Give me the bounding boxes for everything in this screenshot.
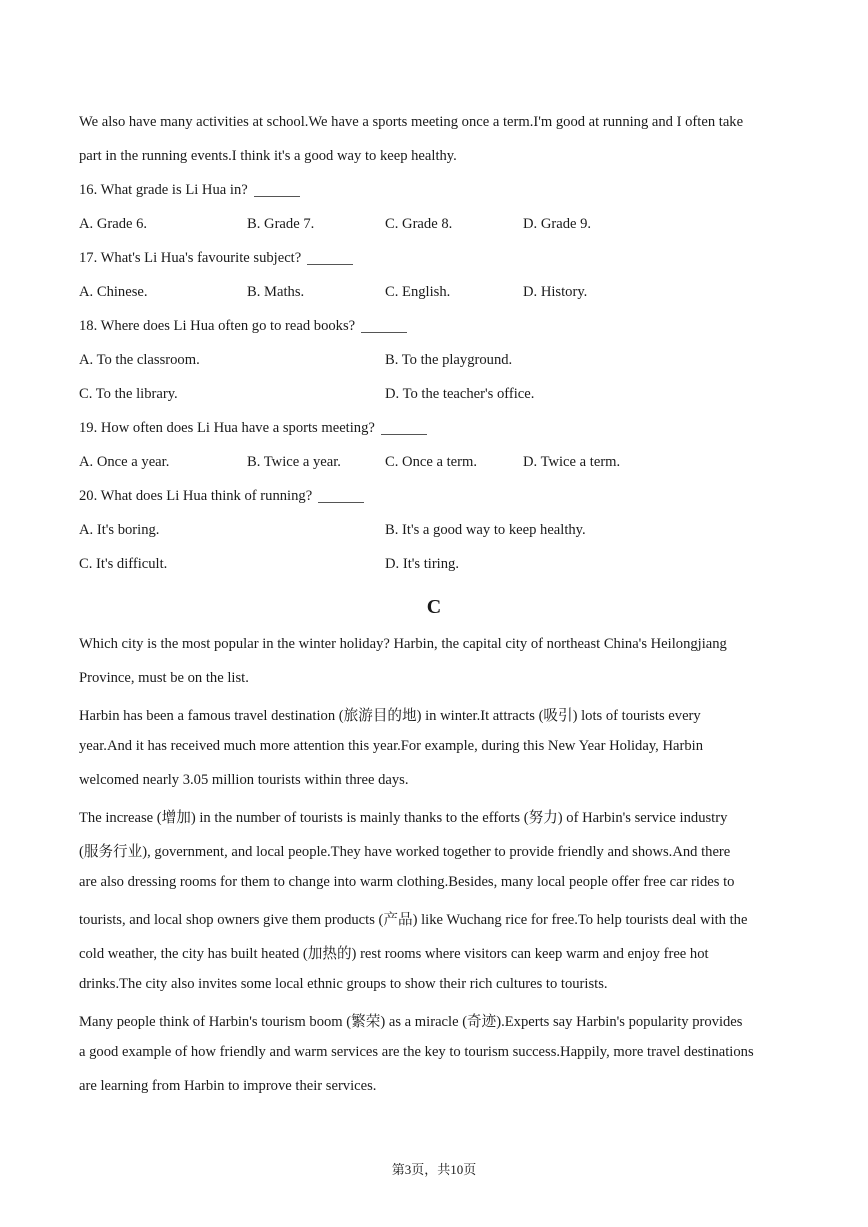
passage-line: are also dressing rooms for them to change into warm clothing.Besides, many local people offer free car rides to [79,874,735,890]
option-c: C. Once a term. [385,454,477,470]
option-d: D. History. [523,284,588,300]
option-d: D. Twice a term. [523,454,621,470]
answer-blank[interactable] [254,195,300,197]
answer-blank[interactable] [381,433,427,435]
passage-line: The increase (增加) in the number of tourists is mainly thanks to the efforts (努力) of Harbin's service industry [79,810,728,826]
option-c: C. English. [385,284,451,300]
passage-line: are learning from Harbin to improve their services. [79,1078,377,1094]
passage-line: part in the running events.I think it's a good way to keep healthy. [79,148,457,164]
question-stem [79,182,300,199]
option-a: A. Chinese. [79,284,148,300]
option-b: B. Twice a year. [247,454,341,470]
answer-blank[interactable] [318,501,364,503]
option-a: A. To the classroom. [79,352,200,368]
question-text: 17. What's Li Hua's favourite subject? [79,250,302,266]
passage-line: drinks.The city also invites some local ethnic groups to show their rich cultures to tourists. [79,976,608,992]
option-a: A. Grade 6. [79,216,148,232]
passage-line: Harbin has been a famous travel destination (旅游目的地) in winter.It attracts (吸引) lots of tourists every [79,708,701,724]
answer-blank[interactable] [361,331,407,333]
option-b: B. Maths. [247,284,305,300]
passage-line: We also have many activities at school.We have a sports meeting once a term.I'm good at running and I often take [79,114,744,130]
option-d: D. Grade 9. [523,216,592,232]
question-stem [79,250,353,267]
passage-line: Many people think of Harbin's tourism boom (繁荣) as a miracle (奇迹).Experts say Harbin's popularity provides [79,1014,743,1030]
passage-line: a good example of how friendly and warm services are the key to tourism success.Happily, more travel destinations [79,1044,754,1060]
option-c: C. It's difficult. [79,556,168,572]
section-heading: C [426,596,442,618]
option-a: A. Once a year. [79,454,170,470]
option-b: B. To the playground. [385,352,513,368]
passage-line: (服务行业), government, and local people.They have worked together to provide friendly and shows.And there [79,844,731,860]
passage-line: year.And it has received much more attention this year.For example, during this New Year Holiday, Harbin [79,738,703,754]
option-b: B. It's a good way to keep healthy. [385,522,586,538]
passage-line: welcomed nearly 3.05 million tourists within three days. [79,772,409,788]
passage-line: Province, must be on the list. [79,670,249,686]
answer-blank[interactable] [307,263,353,265]
option-c: C. Grade 8. [385,216,453,232]
passage-line: Which city is the most popular in the winter holiday? Harbin, the capital city of northeast China's Heilongjiang [79,636,727,652]
option-c: C. To the library. [79,386,178,402]
passage-line: tourists, and local shop owners give them products (产品) like Wuchang rice for free.To help tourists deal with the [79,912,748,928]
question-text: 18. Where does Li Hua often go to read books? [79,318,356,334]
question-text: 16. What grade is Li Hua in? [79,182,248,198]
question-stem [79,488,364,505]
option-b: B. Grade 7. [247,216,315,232]
question-stem [79,420,427,437]
passage-line: cold weather, the city has built heated (加热的) rest rooms where visitors can keep warm and enjoy free hot [79,946,709,962]
page-number: 第3页，共10页 [391,1162,477,1177]
option-a: A. It's boring. [79,522,160,538]
question-text: 19. How often does Li Hua have a sports meeting? [79,420,375,436]
option-d: D. It's tiring. [385,556,459,572]
question-text: 20. What does Li Hua think of running? [79,488,313,504]
option-d: D. To the teacher's office. [385,386,535,402]
question-stem [79,318,407,335]
